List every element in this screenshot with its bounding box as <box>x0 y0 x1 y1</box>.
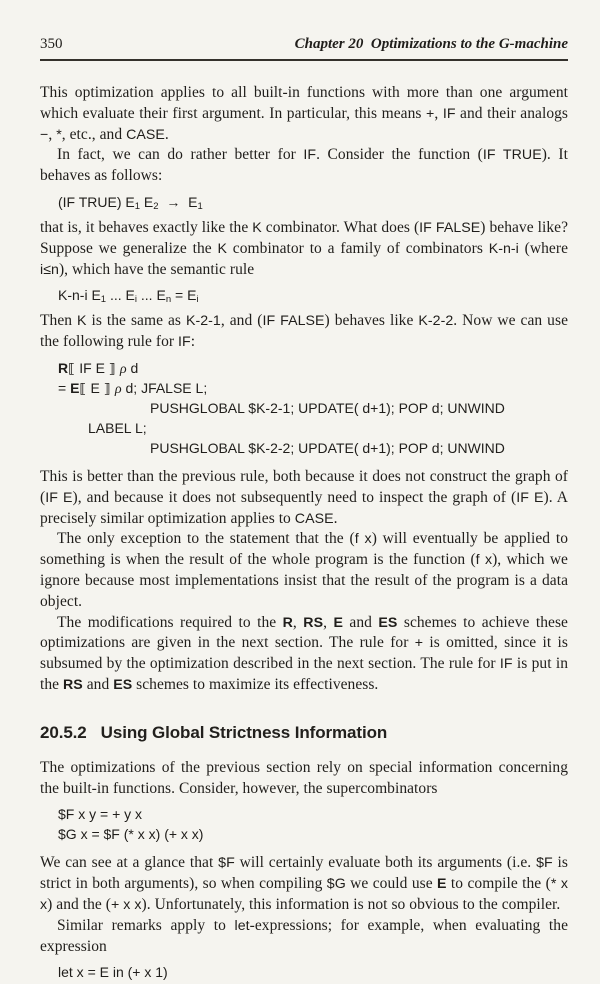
text-run: = <box>58 379 71 396</box>
code-line <box>58 439 568 459</box>
text-run: is strict in both arguments), so when compiling <box>40 854 568 893</box>
text-run: LABEL L; <box>88 419 147 436</box>
text-run: K <box>217 240 228 257</box>
text-run: , <box>323 613 334 631</box>
paragraph <box>40 853 568 915</box>
paragraph <box>40 758 568 800</box>
text-run: let <box>234 917 250 934</box>
text-run: , <box>434 104 443 122</box>
text-run: . <box>333 509 338 527</box>
text-run: and <box>342 613 379 631</box>
text-run: ES <box>378 614 398 631</box>
text-run: CASE <box>294 510 334 527</box>
text-run: d; JFALSE L; <box>121 379 208 396</box>
text-run: K <box>252 219 262 236</box>
text-run: = E <box>171 287 197 304</box>
text-run: 1 <box>134 200 141 212</box>
text-run: + x x <box>110 896 142 913</box>
display-formula <box>40 192 568 214</box>
text-run: E <box>70 379 80 396</box>
text-run: n <box>165 294 172 306</box>
text-run: This optimization applies to all built-in functions with more than one argument which evaluate their first argument. In particular, this means <box>40 84 568 122</box>
text-run: 1 <box>100 294 107 306</box>
text-run: K-2-2 <box>418 313 454 330</box>
code-line <box>58 379 568 399</box>
text-run: IF FALSE <box>419 219 481 236</box>
text-run: ), which have the semantic rule <box>58 260 255 278</box>
text-run: K <box>77 313 87 330</box>
text-run: PUSHGLOBAL $K-2-1; UPDATE( d+1); POP d; UNWIND <box>150 399 505 416</box>
text-run: $F x y = + y x <box>58 806 143 823</box>
text-run: * <box>56 126 62 143</box>
code-line <box>58 359 568 379</box>
text-run: ) and the ( <box>47 895 111 913</box>
text-run: $G <box>326 876 346 893</box>
text-run: ... E <box>137 287 166 304</box>
text-run: $G x = $F (* x x) (+ x x) <box>58 826 204 843</box>
text-run: Then <box>40 312 78 330</box>
text-run: 1 <box>197 200 203 212</box>
code-line <box>58 399 568 419</box>
text-run: IF TRUE <box>482 147 542 164</box>
text-run: $F <box>536 855 553 872</box>
text-run: ⟦ <box>68 361 80 377</box>
text-run: ρ <box>119 361 127 377</box>
text-run: K-n-i E <box>58 287 101 304</box>
text-run: The only exception to the statement that the ( <box>57 530 355 548</box>
text-run: (IF TRUE) E <box>58 193 135 210</box>
code-block <box>40 359 568 459</box>
paragraph <box>40 83 568 145</box>
text-run: In fact, we can do rather better for <box>57 146 304 164</box>
text-run: ... E <box>106 287 135 304</box>
text-run: $F <box>218 855 235 872</box>
text-run: schemes to achieve these optimizations are given in the next section. The rule for <box>40 613 568 652</box>
text-run: , and ( <box>220 312 263 330</box>
code-line <box>58 805 568 825</box>
text-run: The optimizations of the previous section rely on special information concerning the built-in functions. Consider, however, the supercombinators <box>40 758 568 797</box>
text-run: E <box>437 876 447 893</box>
text-run: ) behaves like <box>324 312 419 330</box>
text-run: IF <box>303 147 317 164</box>
text-run: ). A precisely similar optimization applies to <box>40 488 569 527</box>
display-formula <box>40 962 568 984</box>
text-run: ρ <box>114 381 122 397</box>
text-run: ). Unfortunately, this information is not so obvious to the compiler. <box>141 895 561 913</box>
text-run: will certainly evaluate both its arguments (i.e. <box>234 854 537 872</box>
text-run: + <box>426 105 435 122</box>
text-run: , <box>48 125 57 143</box>
text-run: IF <box>178 334 191 351</box>
paragraph <box>40 311 568 353</box>
text-run: -expressions; for example, when evaluating the expression <box>40 916 569 955</box>
text-run: to compile the ( <box>446 875 551 893</box>
text-run: i <box>134 294 138 306</box>
text-run: combinator. What does ( <box>261 218 420 236</box>
text-run: ⟦ <box>79 381 91 397</box>
text-run: * x x <box>40 876 568 913</box>
code-line <box>58 419 568 439</box>
section-title: Using Global Strictness Information <box>100 722 388 742</box>
text-run: Similar remarks apply to <box>57 916 235 934</box>
text-run: IF FALSE <box>262 313 325 330</box>
text-run: combinator to a family of combinators <box>227 239 489 257</box>
paragraph <box>40 529 568 612</box>
text-run: ⟧ <box>103 381 115 397</box>
text-run: IF <box>499 656 513 673</box>
text-run: − <box>40 126 49 143</box>
text-run: RS <box>63 676 83 693</box>
text-run: d <box>126 359 139 376</box>
page-header <box>40 36 568 61</box>
text-run: and their analogs <box>455 104 569 122</box>
text-run: i≤n <box>40 261 59 278</box>
text-run: ) will eventually be applied to something is when the result of the whole program is the function ( <box>40 530 568 569</box>
text-run: IF E <box>45 489 73 506</box>
text-run: + <box>414 635 424 652</box>
running-head: Chapter 20 Optimizations to the G-machine <box>294 36 568 52</box>
text-run: K-2-1 <box>185 313 221 330</box>
paragraph <box>40 613 568 696</box>
page-body <box>40 83 568 984</box>
text-run: This is better than the previous rule, both because it does not construct the graph of ( <box>40 467 568 506</box>
section-number: 20.5.2 <box>40 722 87 742</box>
text-run: 2 <box>153 200 159 212</box>
text-run: → E <box>158 193 198 210</box>
text-run: we could use <box>345 875 438 893</box>
text-run: . Now we can use the following rule for <box>40 312 568 351</box>
text-run: R <box>58 359 69 376</box>
text-run: E <box>90 379 104 396</box>
section-heading <box>40 723 568 743</box>
text-run: is put in the <box>40 655 568 693</box>
code-line <box>58 825 568 845</box>
text-run: IF E <box>516 489 544 506</box>
text-run: CASE <box>126 126 165 143</box>
text-run: IF <box>442 105 456 122</box>
code-block <box>40 805 568 845</box>
display-formula <box>40 285 568 307</box>
text-run: ). It behaves as follows: <box>40 146 568 185</box>
text-run: , etc., and <box>61 125 127 143</box>
text-run: ⟧ <box>108 361 120 377</box>
text-run: f x <box>354 531 372 548</box>
paragraph <box>40 145 568 187</box>
page-number: 350 <box>40 36 63 52</box>
text-run: that is, it behaves exactly like the <box>40 218 253 236</box>
text-run: R <box>282 614 293 631</box>
text-run: . Consider the function ( <box>316 146 483 164</box>
paragraph <box>40 218 568 280</box>
text-run: We can see at a glance that <box>40 854 219 872</box>
text-run: (where <box>518 239 568 257</box>
text-run: . <box>164 125 169 143</box>
text-run: is the same as <box>86 312 186 330</box>
text-run: : <box>190 333 196 351</box>
text-run: and <box>82 675 114 693</box>
text-run: PUSHGLOBAL $K-2-2; UPDATE( d+1); POP d; UNWIND <box>150 439 505 456</box>
text-run: The modifications required to the <box>57 613 283 631</box>
text-run: is omitted, since it is subsumed by the optimization described in the next section. The rule for <box>40 634 568 673</box>
text-run: ES <box>113 676 133 693</box>
text-run: ), and because it does not subsequently need to inspect the graph of ( <box>72 488 517 506</box>
text-run: K-n-i <box>488 240 519 257</box>
text-run: i <box>196 294 199 306</box>
text-run: let x = E in (+ x 1) <box>58 964 168 981</box>
text-run: ) behave like? Suppose we generalize the <box>40 218 569 257</box>
text-run: ), which we ignore because most implementations insist that the result of the program is a data object. <box>40 551 568 610</box>
text-run: schemes to maximize its effectiveness. <box>132 675 379 693</box>
paragraph <box>40 467 568 529</box>
text-run: E <box>140 193 154 210</box>
text-run: E <box>333 614 343 631</box>
text-run: f x <box>475 552 493 569</box>
text-run: RS <box>303 614 324 631</box>
paragraph <box>40 916 568 958</box>
text-run: , <box>292 613 304 631</box>
text-run: IF E <box>79 359 109 376</box>
